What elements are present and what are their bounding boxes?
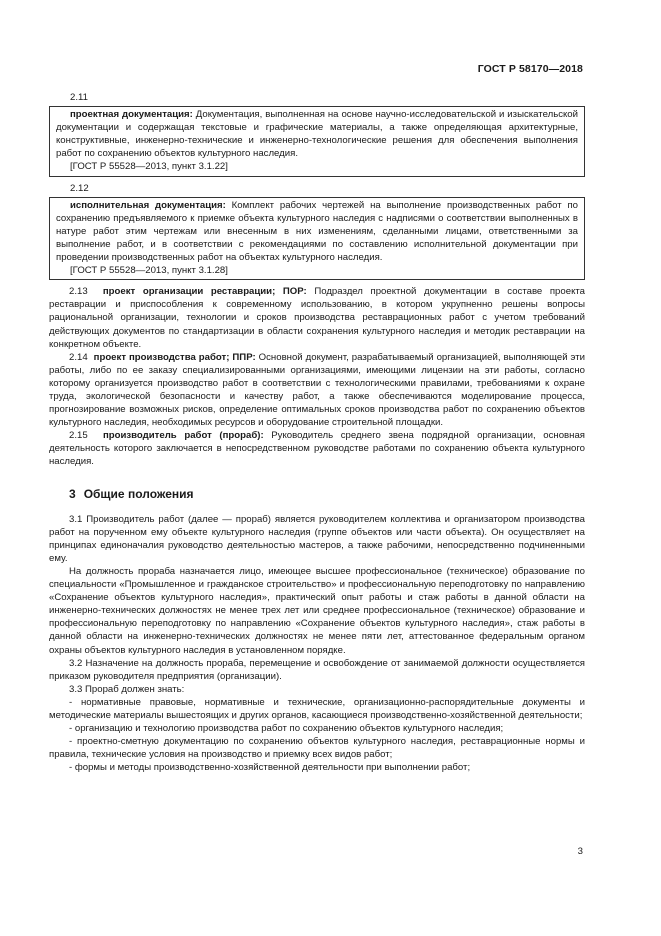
term-name: проект организации реставрации: [102, 286, 273, 298]
term-2-13: [49, 285, 585, 350]
term-name: проект производства работ: [93, 351, 227, 363]
term-number: 2.14: [69, 351, 88, 363]
term-number: 2.11: [70, 92, 88, 103]
page-number: 3: [577, 846, 583, 857]
term-2-14: [49, 351, 585, 430]
list-item: - нормативные правовые, нормативные и технические, организационно-распорядительные документы и методические материалы вышестоящих и других органов, касающиеся производственно-хозяйственной деятельности;: [49, 696, 585, 722]
list-item: - организацию и технологию производства работ по сохранению объектов культурного наследия;: [69, 723, 504, 735]
paragraph: 3.2 Назначение на должность прораба, перемещение и освобождение от занимаемой должности осуществляется приказом руководителя предприятия (организации).: [49, 657, 585, 682]
term-name: производитель работ (прораб):: [102, 430, 264, 442]
term-definition-box: [49, 106, 585, 176]
list-item: - проектно-сметную документацию по сохранению объектов культурного наследия, реставрационные нормы и правила, технические условия на производство и приемку всех видов работ;: [49, 736, 585, 761]
section-heading: [69, 488, 585, 501]
term-2-12: [49, 182, 585, 281]
term-name: проектная документация:: [70, 109, 193, 121]
term-text: Документация, выполненная на основе научно-исследовательской и изыскательской документации и содержащая текстовые и графические материалы, а также определяющая архитектурные, конструктивные, инженерно-технические и инженерно-технологические решения для обеспечения выполнения работ по сохранению объектов культурного наследия.: [56, 109, 578, 160]
term-reference: [ГОСТ Р 55528—2013, пункт 3.1.22]: [70, 161, 228, 173]
term-reference: [ГОСТ Р 55528—2013, пункт 3.1.28]: [70, 265, 228, 277]
term-abbr: ; ПОР:: [272, 286, 307, 298]
term-number: 2.13: [69, 286, 88, 298]
term-text: Руководитель среднего звена подрядной организации, основная деятельность которого заключается в непосредственном руководстве работами по сохранению объекта культурного наследия.: [49, 430, 585, 468]
term-number: 2.15: [69, 430, 88, 442]
term-definition: [56, 108, 578, 160]
term-text: Основной документ, разрабатываемый организацией, выполняющей эти работы, либо по ее заказу специализированными организациями, имеющими лицензии на эти работы, согласно которому организуется производство работ в соответствии с технологическими правилами, требованиями к охране труда, экологической безопасности и качеству работ, а также обеспечиваются моделирование процесса, прогнозирование возможных рисков, определение оптимальных сроков производства работ по сохранению объектов культурного наследия, необходимых ресурсов и оборудование строительной площадки.: [49, 351, 585, 429]
term-2-15: [49, 429, 585, 468]
term-definition-box: [49, 197, 585, 281]
term-text: Комплект рабочих чертежей на выполнение производственных работ по сохранению предъявляемого к приемке объекта культурного наследия с надписями о соответствии выполненных в натуре работ этим чертежам или внесенным в них изменениям, сделанными лицами, ответственными за выполнение работ, и в соответствии с рекомендациями по составлению исполнительной документации при проведении производственных работ на объектах культурного наследия.: [56, 199, 578, 264]
term-definition: [56, 199, 578, 264]
section-number: 3: [69, 486, 76, 501]
term-abbr: ; ППР:: [226, 351, 256, 363]
term-name: исполнительная документация:: [70, 199, 226, 211]
document-body: [49, 91, 585, 775]
document-code-header: ГОСТ Р 58170—2018: [477, 63, 583, 75]
list-item: - формы и методы производственно-хозяйственной деятельности при выполнении работ;: [69, 762, 471, 774]
term-text: Подраздел проектной документации в составе проекта реставрации и приспособления к современному использованию, в котором укрупненно решены вопросы рациональной организации, технологии и сроков производства реставрационных работ с учетом требований действующих документов по стандартизации в области сохранения культурного наследия и методик реставрации на конкретном объекте.: [49, 286, 585, 350]
term-number: 2.12: [70, 182, 89, 194]
paragraph: На должность прораба назначается лицо, имеющее высшее профессиональное (техническое) образование по специальности «Промышленное и гражданское строительство» и профессиональную переподготовку по направлению «Сохранение объектов культурного наследия», практический опыт работы и стаж работы в данной области на инженерно-технических должностях не менее трех лет или среднее профессиональное (техническое) образование и профессиональную переподготовку по направлению «Сохранение объектов культурного наследия», стаж работы в данной области на инженерно-технических должностях не менее пяти лет, аттестованное федеральным органом охраны объектов культурного наследия в установленном порядке.: [49, 566, 585, 656]
term-2-11: [49, 91, 585, 177]
paragraph: 3.3 Прораб должен знать:: [69, 683, 185, 695]
paragraph: 3.1 Производитель работ (далее — прораб) является руководителем коллектива и организатором производства работ на порученном ему объекте культурного наследия (группе объектов или части объекта). Он осуществляет на принципах единоначалия руководство деятельностью мастеров, а также рабочими, непосредственно подчиненными ему.: [49, 513, 585, 564]
section-title: Общие положения: [83, 486, 194, 501]
